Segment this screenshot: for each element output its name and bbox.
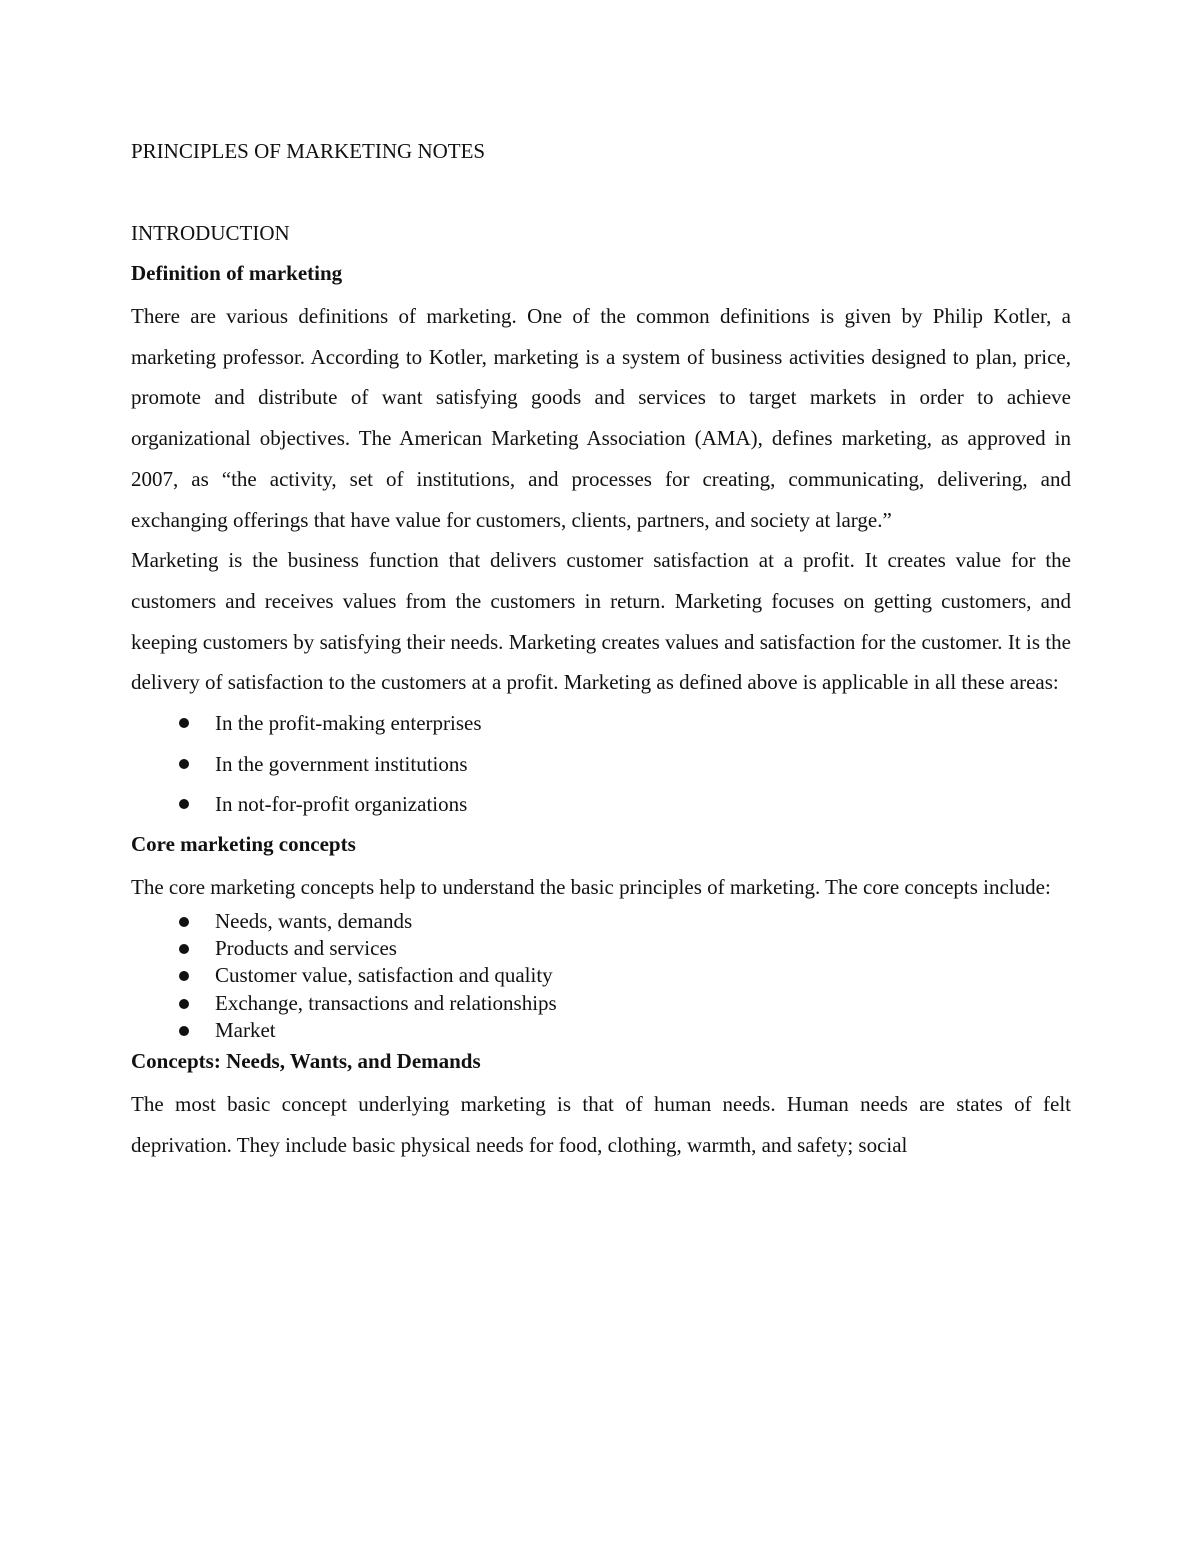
paragraph-definition: There are various definitions of marketing. One of the common definitions is given by Philip Kotler, a marketing professor. According to Kotler, marketing is a system of business activities designed to plan, price, promote and distribute of want satisfying goods and services to target markets in order to achieve organizational objectives. The American Marketing Association (AMA), defines marketing, as approved in 2007, as “the activity, set of institutions, and processes for creating, communicating, delivering, and exchanging offerings that have value for customers, clients, partners, and society at large.” bbox=[131, 304, 1071, 532]
paragraph-core-concepts: The core marketing concepts help to understand the basic principles of marketing. The core concepts include: bbox=[131, 875, 1051, 900]
paragraph-marketing-function: Marketing is the business function that delivers customer satisfaction at a profit. It creates value for the customers and receives values from the customers in return. Marketing focuses on getting customers, and keeping customers by satisfying their needs. Marketing creates values and satisfaction for the customer. It is the delivery of satisfaction to the customers at a profit. Marketing as defined above is applicable in all these areas: bbox=[131, 548, 1071, 695]
heading-needs-wants-demands: Concepts: Needs, Wants, and Demands bbox=[131, 1049, 481, 1074]
list-item: In the profit-making enterprises bbox=[131, 703, 1071, 744]
paragraph-human-needs: The most basic concept underlying marketing is that of human needs. Human needs are states of felt deprivation. They include basic physical needs for food, clothing, warmth, and safety; social bbox=[131, 1092, 1071, 1158]
list-item: Needs, wants, demands bbox=[131, 908, 1071, 935]
heading-definition-of-marketing: Definition of marketing bbox=[131, 261, 343, 285]
document-body bbox=[131, 134, 1071, 1166]
list-marketing-areas bbox=[131, 703, 1071, 825]
list-item: Products and services bbox=[131, 935, 1071, 962]
heading-core-marketing-concepts: Core marketing concepts bbox=[131, 832, 356, 857]
list-item: Exchange, transactions and relationships bbox=[131, 990, 1071, 1017]
section-heading-introduction: INTRODUCTION bbox=[131, 221, 290, 245]
list-item: Customer value, satisfaction and quality bbox=[131, 962, 1071, 989]
list-item: Market bbox=[131, 1017, 1071, 1044]
list-core-concepts bbox=[131, 908, 1071, 1044]
list-item: In not-for-profit organizations bbox=[131, 784, 1071, 825]
document-title: PRINCIPLES OF MARKETING NOTES bbox=[131, 139, 486, 163]
list-item: In the government institutions bbox=[131, 744, 1071, 785]
